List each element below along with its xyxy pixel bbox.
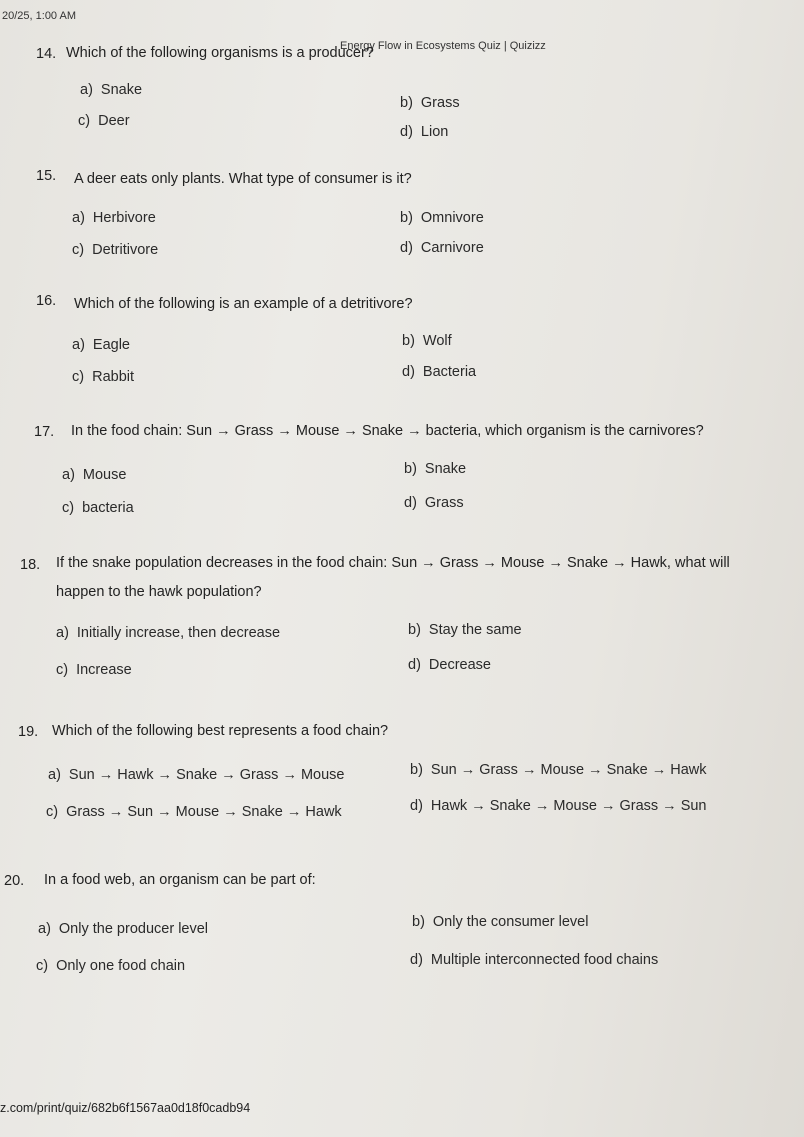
option-letter: a) — [80, 82, 93, 98]
question-number: 16. — [36, 293, 57, 309]
option-letter: a) — [38, 921, 51, 937]
quiz-title: Energy Flow in Ecosystems Quiz | Quizizz — [340, 40, 546, 52]
option-letter: b) — [408, 622, 421, 638]
option-text: Lion — [420, 124, 449, 140]
question-text: Which of the following is an example of a detritivore? — [74, 296, 413, 312]
option-letter: b) — [410, 762, 423, 778]
option-text: Mouse — [82, 467, 127, 483]
option-letter: b) — [404, 461, 417, 477]
option-text: Sun → Hawk → Snake → Grass → Mouse — [68, 767, 345, 783]
question-number: 14. — [36, 46, 57, 62]
option-text: Decrease — [428, 657, 491, 673]
option-letter: d) — [408, 657, 421, 673]
option-d — [410, 952, 658, 968]
option-c — [72, 369, 134, 385]
option-letter: a) — [48, 767, 61, 783]
option-letter: c) — [56, 662, 69, 678]
option-letter: a) — [62, 467, 75, 483]
option-text: Wolf — [422, 333, 452, 349]
question-text: In a food web, an organism can be part of: — [44, 872, 316, 888]
option-c — [46, 804, 342, 820]
option-text: Only the consumer level — [432, 914, 589, 930]
question-number: 19. — [18, 724, 39, 740]
option-d — [410, 798, 707, 814]
question-text: Which of the following best represents a food chain? — [52, 723, 389, 739]
option-text: Detritivore — [92, 242, 159, 258]
option-d — [404, 495, 464, 511]
option-a — [48, 767, 345, 783]
option-b — [402, 333, 452, 349]
question-number: 17. — [34, 424, 55, 440]
question-text: In the food chain: Sun → Grass → Mouse → Snake → bacteria, which organism is the carnivores? — [71, 423, 704, 439]
option-c — [62, 500, 134, 516]
option-text: Snake — [424, 461, 467, 477]
option-text: Herbivore — [92, 210, 156, 226]
option-text: Sun → Grass → Mouse → Snake → Hawk — [430, 762, 707, 778]
question-number: 20. — [4, 873, 25, 889]
option-b — [400, 95, 460, 111]
question-text: A deer eats only plants. What type of consumer is it? — [74, 171, 412, 187]
option-letter: d) — [400, 124, 413, 140]
option-d — [402, 364, 476, 380]
option-text: Eagle — [92, 337, 130, 353]
option-c — [78, 113, 130, 129]
option-text: Bacteria — [422, 364, 477, 380]
option-text: Hawk → Snake → Mouse → Grass → Sun — [430, 798, 707, 814]
option-text: Only one food chain — [56, 958, 186, 974]
question-number: 15. — [36, 168, 57, 184]
option-a — [72, 210, 156, 226]
option-a — [56, 625, 280, 641]
option-text: Increase — [76, 662, 132, 678]
option-letter: c) — [72, 369, 85, 385]
option-c — [56, 662, 132, 678]
option-c — [36, 958, 185, 974]
option-d — [400, 124, 448, 140]
option-text: Grass — [420, 95, 460, 111]
option-letter: b) — [402, 333, 415, 349]
option-letter: d) — [402, 364, 415, 380]
option-a — [80, 82, 142, 98]
option-letter: b) — [400, 210, 413, 226]
option-text: Rabbit — [92, 369, 135, 385]
option-text: Multiple interconnected food chains — [430, 952, 659, 968]
option-letter: c) — [62, 500, 75, 516]
option-letter: d) — [400, 240, 413, 256]
option-letter: a) — [72, 337, 85, 353]
option-text: Grass — [424, 495, 464, 511]
option-a — [72, 337, 130, 353]
option-text: Omnivore — [420, 210, 484, 226]
option-text: Stay the same — [428, 622, 522, 638]
option-letter: b) — [412, 914, 425, 930]
option-letter: a) — [56, 625, 69, 641]
option-b — [408, 622, 522, 638]
option-b — [404, 461, 466, 477]
footer-url: z.com/print/quiz/682b6f1567aa0d18f0cadb94 — [0, 1101, 251, 1115]
option-letter: c) — [46, 804, 59, 820]
option-a — [38, 921, 208, 937]
option-text: Only the producer level — [58, 921, 209, 937]
option-letter: a) — [72, 210, 85, 226]
option-text: Deer — [98, 113, 130, 129]
option-letter: d) — [410, 798, 423, 814]
option-letter: c) — [78, 113, 91, 129]
option-a — [62, 467, 126, 483]
option-d — [400, 240, 484, 256]
option-letter: c) — [72, 242, 85, 258]
option-text: Grass → Sun → Mouse → Snake → Hawk — [66, 804, 342, 820]
option-d — [408, 657, 491, 673]
option-letter: c) — [36, 958, 49, 974]
option-text: Initially increase, then decrease — [76, 625, 281, 641]
option-letter: b) — [400, 95, 413, 111]
question-text: If the snake population decreases in the food chain: Sun → Grass → Mouse → Snake → Hawk, what will happen to the hawk population? — [56, 555, 730, 600]
option-b — [412, 914, 588, 930]
question-text: Which of the following organisms is a producer? — [66, 45, 374, 61]
option-letter: d) — [404, 495, 417, 511]
option-text: Snake — [100, 82, 143, 98]
option-letter: d) — [410, 952, 423, 968]
print-date: 20/25, 1:00 AM — [2, 10, 76, 22]
option-b — [400, 210, 484, 226]
option-text: Carnivore — [420, 240, 484, 256]
option-b — [410, 762, 707, 778]
option-text: bacteria — [82, 500, 134, 516]
option-c — [72, 242, 158, 258]
question-number: 18. — [20, 557, 41, 573]
